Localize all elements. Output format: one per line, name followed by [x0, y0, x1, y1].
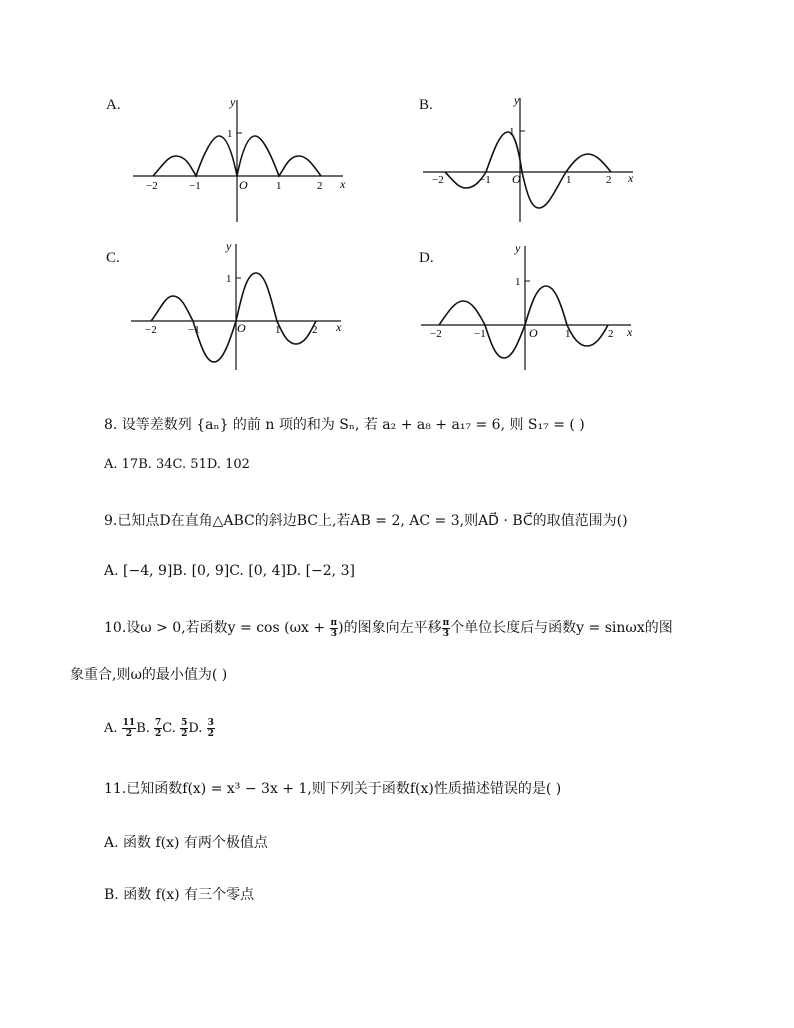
tick-x-neg2: −2	[146, 180, 158, 192]
tick-x-neg2: −2	[145, 324, 157, 336]
question-11-option-a: A. 函数 f(x) 有两个极值点	[104, 835, 268, 851]
curve-b	[445, 132, 611, 208]
y-axis-label: y	[230, 95, 236, 109]
origin-label: O	[237, 321, 246, 335]
tick-x-neg2: −2	[432, 174, 444, 186]
y-axis-label: y	[515, 241, 521, 255]
question-9: 9.已知点D在直角△ABC的斜边BC上,若AB = 2, AC = 3,则AD⃗ · BC⃗的取值范围为()	[104, 513, 628, 529]
graph-b	[415, 92, 645, 227]
origin-label: O	[529, 326, 538, 340]
question-10-line2: 象重合,则ω的最小值为( )	[70, 667, 228, 683]
tick-x-2: 2	[608, 328, 614, 340]
q10-text-b: )的图象向左平移	[338, 620, 442, 636]
tick-x-neg1: −1	[479, 174, 491, 186]
y-axis-label: y	[226, 240, 232, 253]
tick-x-neg1: −1	[474, 328, 486, 340]
question-8: 8. 设等差数列 {aₙ} 的前 n 项的和为 Sₙ, 若 a₂ + a₈ + a₁₇ = 6, 则 S₁₇ = ( )	[104, 417, 585, 433]
x-axis-label: x	[336, 320, 342, 334]
x-axis-label: x	[627, 325, 633, 339]
tick-x-neg2: −2	[430, 328, 442, 340]
q10-shift-fraction: $\frac{\pi}{3}$	[442, 617, 450, 639]
origin-label: O	[239, 178, 248, 192]
tick-x-1: 1	[565, 328, 571, 340]
graph-d	[415, 240, 645, 375]
q10-fraction-pi-3: $\frac{\pi}{3}$	[330, 617, 338, 639]
tick-x-1: 1	[276, 180, 282, 192]
tick-x-2: 2	[317, 180, 323, 192]
option-b-label: B.	[419, 97, 433, 113]
question-10-line1	[104, 617, 673, 639]
tick-x-neg1: −1	[188, 324, 200, 336]
x-axis-label: x	[628, 171, 634, 185]
tick-y-1: 1	[227, 128, 233, 140]
tick-x-neg1: −1	[189, 180, 201, 192]
question-9-options: A. [−4, 9]B. [0, 9]C. [0, 4]D. [−2, 3]	[104, 563, 355, 579]
graph-c	[125, 240, 355, 380]
y-axis-label: y	[514, 93, 520, 107]
question-11: 11.已知函数f(x) = x³ − 3x + 1,则下列关于函数f(x)性质描述错误的是( )	[104, 781, 562, 797]
option-a-label: A.	[106, 97, 121, 113]
question-10-options: A. $\frac{11}{2}$ B. $\frac{7}{2}$ C. $\frac{5}{2}$ D. $\frac{3}{2}$	[104, 718, 214, 739]
tick-y-1: 1	[509, 126, 515, 138]
curve-c	[151, 273, 316, 362]
question-11-option-b: B. 函数 f(x) 有三个零点	[104, 887, 255, 903]
graph-a	[125, 92, 355, 227]
tick-x-2: 2	[606, 174, 612, 186]
q10-option-a-value: $\frac{11}{2}$	[122, 718, 136, 739]
tick-y-1: 1	[226, 273, 232, 285]
q10-option-c-value: $\frac{5}{2}$	[181, 718, 188, 739]
question-8-options: A. 17B. 34C. 51D. 102	[104, 457, 250, 472]
origin-label: O	[512, 172, 521, 186]
tick-x-2: 2	[312, 324, 318, 336]
option-c-label: C.	[106, 250, 120, 266]
q10-text-a: 10.设ω > 0,若函数y = cos (ωx +	[104, 620, 330, 636]
option-d-label: D.	[419, 250, 434, 266]
tick-x-1: 1	[566, 174, 572, 186]
q10-option-d-value: $\frac{3}{2}$	[207, 718, 214, 739]
x-axis-label: x	[340, 177, 346, 191]
q10-text-c: 个单位长度后与函数y = sinωx的图	[450, 620, 673, 636]
curve-d	[439, 286, 608, 358]
tick-x-1: 1	[275, 324, 281, 336]
q10-option-b-value: $\frac{7}{2}$	[155, 718, 162, 739]
tick-y-1: 1	[515, 276, 521, 288]
